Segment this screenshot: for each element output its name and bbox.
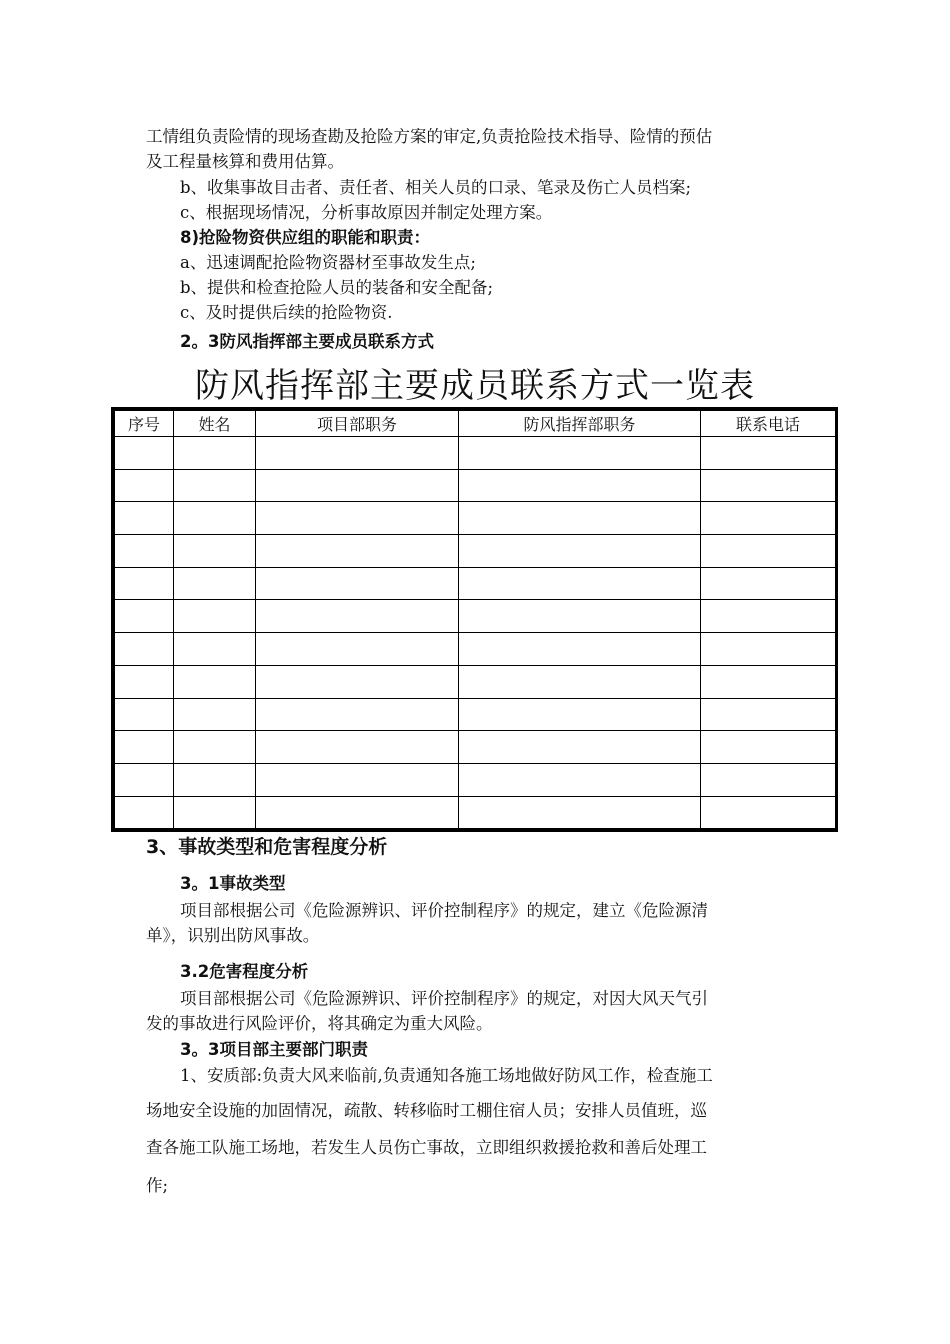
table-title: 防风指挥部主要成员联系方式一览表 (195, 366, 755, 406)
table-row (115, 535, 836, 568)
table-cell (459, 796, 701, 829)
paragraph-line: 单》，识别出防风事故。 (146, 926, 320, 945)
table-cell (174, 437, 256, 470)
table-cell (459, 763, 701, 796)
paragraph-line: 及工程量核算和费用估算。 (146, 152, 344, 171)
table-cell (701, 633, 836, 666)
table-row (115, 698, 836, 731)
table-cell (701, 731, 836, 764)
table-row (115, 796, 836, 829)
table-cell (701, 796, 836, 829)
subsection-heading: 3。1事故类型 (180, 874, 286, 893)
table-cell (174, 665, 256, 698)
table-row (115, 600, 836, 633)
table-cell (459, 600, 701, 633)
table-cell (256, 796, 459, 829)
table-cell (701, 600, 836, 633)
table-cell (174, 567, 256, 600)
header-cell-index: 序号 (115, 411, 174, 437)
table-cell (174, 633, 256, 666)
table-row (115, 665, 836, 698)
table-cell (115, 535, 174, 568)
table-cell (459, 469, 701, 502)
table-cell (174, 731, 256, 764)
table-header-row (115, 411, 836, 437)
list-item: a、迅速调配抢险物资器材至事故发生点; (180, 253, 476, 272)
header-cell-command-role: 防风指挥部职务 (459, 411, 701, 437)
header-cell-phone: 联系电话 (701, 411, 836, 437)
paragraph-line: 项目部根据公司《危险源辨识、评价控制程序》的规定，对因大风天气引 (180, 989, 708, 1008)
table-cell (459, 535, 701, 568)
subsection-heading: 3.2危害程度分析 (180, 962, 309, 981)
table-cell (256, 763, 459, 796)
table-cell (174, 763, 256, 796)
table-cell (174, 535, 256, 568)
table-cell (701, 698, 836, 731)
table-cell (115, 796, 174, 829)
subsection-heading: 3。3项目部主要部门职责 (180, 1040, 368, 1059)
table-row (115, 731, 836, 764)
paragraph-line: 发的事故进行风险评价，将其确定为重大风险。 (146, 1014, 493, 1033)
table-cell (701, 567, 836, 600)
table-cell (459, 437, 701, 470)
table-cell (115, 567, 174, 600)
table-cell (174, 502, 256, 535)
table-cell (174, 469, 256, 502)
table-cell (256, 633, 459, 666)
list-item: b、提供和检查抢险人员的装备和安全配备; (180, 278, 494, 297)
table-cell (256, 600, 459, 633)
table-row (115, 763, 836, 796)
table-cell (174, 698, 256, 731)
table-cell (256, 502, 459, 535)
table-cell (459, 502, 701, 535)
paragraph-line: 1、安质部:负责大风来临前,负责通知各施工场地做好防风工作，检查施工 (180, 1066, 713, 1085)
table-cell (459, 665, 701, 698)
table-row (115, 633, 836, 666)
table-row (115, 502, 836, 535)
table-cell (115, 437, 174, 470)
table-cell (256, 665, 459, 698)
table-cell (256, 535, 459, 568)
table-cell (115, 731, 174, 764)
table-cell (459, 567, 701, 600)
table-cell (459, 633, 701, 666)
table-cell (701, 535, 836, 568)
list-item: b、收集事故目击者、责任者、相关人员的口录、笔录及伤亡人员档案; (180, 178, 692, 197)
table-cell (701, 763, 836, 796)
paragraph-line: 查各施工队施工场地，若发生人员伤亡事故，立即组织救援抢救和善后处理工 (146, 1138, 707, 1157)
table-row (115, 437, 836, 470)
table-cell (115, 502, 174, 535)
table-cell (701, 665, 836, 698)
paragraph-line: 工情组负责险情的现场查勘及抢险方案的审定,负责抢险技术指导、险情的预估 (146, 127, 713, 146)
table-cell (459, 698, 701, 731)
table-cell (701, 469, 836, 502)
table-cell (256, 567, 459, 600)
table-row (115, 469, 836, 502)
list-item: c、根据现场情况，分析事故原因并制定处理方案。 (180, 203, 553, 222)
table-cell (701, 502, 836, 535)
table-cell (256, 469, 459, 502)
section-heading: 8)抢险物资供应组的职能和职责： (180, 228, 431, 247)
table-cell (174, 600, 256, 633)
table-cell (115, 633, 174, 666)
table-row (115, 567, 836, 600)
table-cell (115, 469, 174, 502)
table-cell (174, 796, 256, 829)
contact-table (111, 407, 838, 832)
table-cell (115, 763, 174, 796)
paragraph-line: 场地安全设施的加固情况，疏散、转移临时工棚住宿人员；安排人员值班，巡 (146, 1101, 707, 1120)
table-cell (459, 731, 701, 764)
table-cell (115, 665, 174, 698)
table-cell (256, 437, 459, 470)
header-cell-name: 姓名 (174, 411, 256, 437)
table-cell (115, 600, 174, 633)
header-cell-project-role: 项目部职务 (256, 411, 459, 437)
table-cell (256, 731, 459, 764)
section-heading: 2。3防风指挥部主要成员联系方式 (180, 332, 434, 351)
table-cell (115, 698, 174, 731)
paragraph-line: 项目部根据公司《危险源辨识、评价控制程序》的规定，建立《危险源清 (180, 901, 708, 920)
table-cell (256, 698, 459, 731)
section-heading: 3、事故类型和危害程度分析 (146, 836, 388, 858)
table-cell (701, 437, 836, 470)
list-item: c、及时提供后续的抢险物资. (180, 303, 393, 322)
paragraph-line: 作; (146, 1176, 169, 1195)
